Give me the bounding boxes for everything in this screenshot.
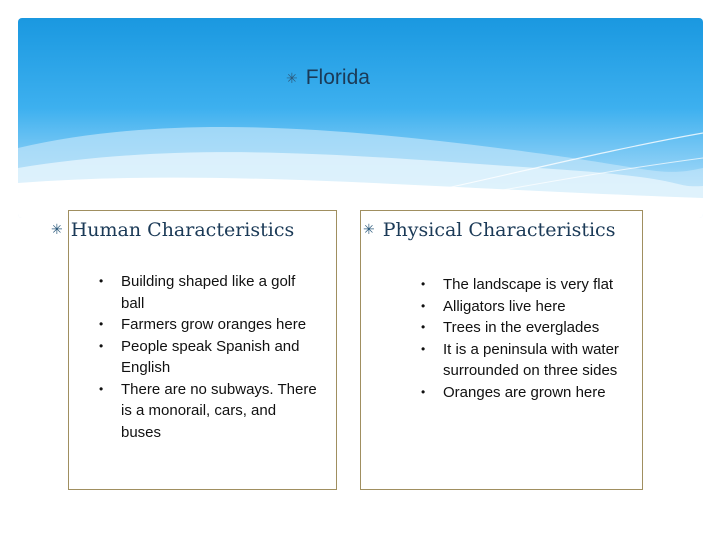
list-item (421, 339, 621, 382)
bullet-icon: • (99, 317, 104, 331)
list-item-text: Farmers grow oranges here (121, 316, 307, 333)
list-item-text: People speak Spanish and English (121, 337, 300, 376)
list-item-text: Trees in the everglades (443, 319, 600, 336)
list-item-text: There are no subways. There is a monorail, cars, and buses (121, 380, 317, 441)
list-item (421, 382, 621, 404)
list-item-text: It is a peninsula with water surrounded on three sides (443, 340, 619, 379)
human-characteristics-box (51, 210, 337, 490)
physical-list (421, 274, 621, 403)
title-banner (18, 18, 703, 218)
list-item (99, 314, 319, 336)
slide-title-text: Florida (305, 66, 370, 89)
asterisk-icon: ✳ (51, 222, 63, 238)
asterisk-icon: ✳ (286, 70, 298, 86)
list-item-text: Alligators live here (443, 297, 566, 315)
list-item-text: Building shaped like a golf ball (121, 273, 296, 312)
physical-heading (363, 219, 615, 241)
list-item-text: The landscape is very flat (443, 276, 614, 293)
physical-characteristics-box (360, 210, 643, 490)
bullet-icon: • (99, 274, 104, 288)
bullet-icon: • (99, 338, 104, 353)
bullet-icon: • (421, 341, 426, 356)
physical-heading-text: Physical Characteristics (382, 219, 616, 241)
bullet-icon: • (421, 298, 426, 313)
list-item (99, 271, 319, 314)
list-item (421, 296, 621, 318)
wave-decoration (18, 18, 703, 218)
bullet-icon: • (421, 277, 426, 291)
bullet-icon: • (421, 384, 426, 399)
list-item-text: Oranges are grown here (443, 383, 606, 401)
human-heading (51, 219, 294, 241)
list-item (99, 379, 319, 444)
asterisk-icon: ✳ (363, 222, 375, 238)
list-item (421, 317, 621, 339)
slide-title (286, 66, 370, 90)
list-item (421, 274, 621, 296)
bullet-icon: • (421, 320, 426, 334)
human-list (99, 271, 319, 443)
list-item (99, 336, 319, 379)
bullet-icon: • (99, 381, 104, 396)
human-heading-text: Human Characteristics (70, 219, 295, 241)
